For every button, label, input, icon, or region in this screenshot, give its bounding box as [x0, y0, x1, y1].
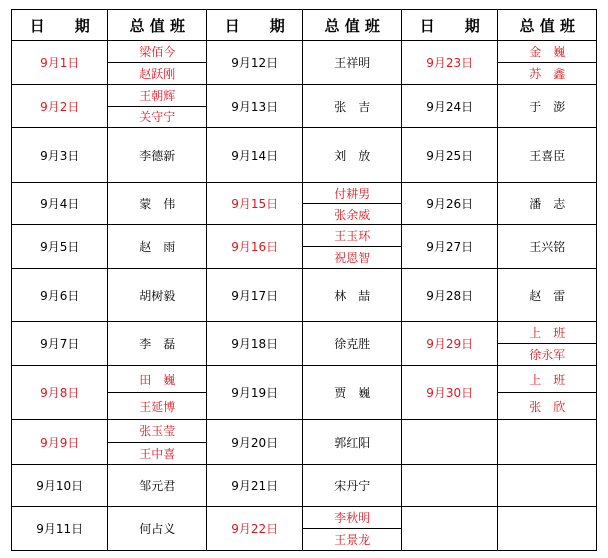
date-cell: 9月15日	[206, 183, 302, 225]
date-cell: 9月5日	[12, 225, 108, 269]
date-cell: 9月23日	[401, 41, 497, 85]
date-cell: 9月9日	[12, 420, 108, 465]
date-cell: 9月28日	[401, 269, 497, 322]
duty-name: 赵 雨	[139, 240, 176, 254]
duty-cell	[108, 366, 207, 420]
duty-pair	[303, 183, 401, 224]
header-row	[12, 10, 597, 41]
duty-name: 田 巍	[139, 372, 176, 387]
duty-header-2: 总 值 班	[303, 10, 402, 41]
duty-cell	[498, 183, 597, 225]
duty-name: 金 巍	[529, 45, 566, 59]
date-cell: 9月1日	[12, 41, 108, 85]
duty-cell	[108, 183, 207, 225]
duty-name: 于 澎	[529, 99, 566, 114]
date-cell: 9月19日	[206, 366, 302, 420]
duty-cell	[498, 225, 597, 269]
date-cell: 9月29日	[401, 322, 497, 366]
table-row	[12, 41, 597, 85]
duty-cell	[498, 366, 597, 420]
duty-cell	[303, 420, 402, 465]
duty-header-3: 总 值 班	[498, 10, 597, 41]
duty-cell	[498, 85, 597, 128]
duty-cell	[303, 128, 402, 183]
duty-name: 王玉环	[334, 229, 371, 243]
duty-name: 赵 雷	[529, 288, 566, 303]
duty-cell	[108, 507, 207, 551]
date-cell: 9月24日	[401, 85, 497, 128]
date-cell: 9月30日	[401, 366, 497, 420]
duty-cell	[108, 85, 207, 128]
date-cell: 9月3日	[12, 128, 108, 183]
table-row	[12, 465, 597, 507]
date-header-1: 日 期	[12, 10, 108, 41]
date-header-2: 日 期	[206, 10, 302, 41]
duty-name: 关守宁	[108, 106, 206, 128]
duty-cell	[498, 41, 597, 85]
roster-body	[12, 41, 597, 551]
duty-name: 徐永军	[498, 343, 596, 365]
duty-cell	[108, 269, 207, 322]
duty-cell	[108, 465, 207, 507]
date-cell	[401, 465, 497, 507]
duty-name: 王景龙	[303, 528, 401, 550]
duty-pair	[108, 41, 206, 84]
duty-name: 徐克胜	[334, 337, 371, 351]
duty-cell	[498, 465, 597, 507]
table-row	[12, 420, 597, 465]
duty-name: 上 班	[529, 372, 566, 387]
duty-name: 苏 鑫	[498, 62, 596, 84]
duty-cell	[108, 225, 207, 269]
duty-cell	[498, 507, 597, 551]
duty-name: 张玉莹	[139, 424, 176, 439]
table-row	[12, 322, 597, 366]
duty-pair	[108, 420, 206, 464]
date-cell: 9月11日	[12, 507, 108, 551]
duty-roster-table	[11, 9, 597, 551]
duty-name: 王朝辉	[139, 88, 176, 103]
date-cell: 9月18日	[206, 322, 302, 366]
duty-name: 蒙 伟	[139, 197, 176, 211]
date-cell: 9月2日	[12, 85, 108, 128]
date-cell: 9月22日	[206, 507, 302, 551]
duty-name: 潘 志	[529, 197, 566, 211]
duty-cell	[303, 465, 402, 507]
table-row	[12, 225, 597, 269]
duty-cell	[108, 420, 207, 465]
table-row	[12, 128, 597, 183]
date-cell: 9月8日	[12, 366, 108, 420]
date-cell: 9月26日	[401, 183, 497, 225]
duty-name: 王延博	[108, 392, 206, 419]
duty-name: 李秋明	[334, 511, 371, 525]
date-cell	[401, 507, 497, 551]
duty-pair	[498, 322, 596, 365]
duty-pair	[498, 366, 596, 419]
duty-name: 王喜臣	[529, 148, 566, 163]
date-cell: 9月25日	[401, 128, 497, 183]
duty-name: 何占义	[139, 522, 176, 536]
duty-name: 宋丹宁	[334, 479, 371, 493]
table-row	[12, 183, 597, 225]
duty-name: 林 喆	[334, 288, 371, 303]
duty-name: 祝恩智	[303, 246, 401, 268]
duty-name: 王兴铭	[529, 240, 566, 254]
duty-name: 李德新	[139, 148, 176, 163]
duty-pair	[108, 85, 206, 127]
duty-header-1: 总 值 班	[108, 10, 207, 41]
duty-cell	[498, 269, 597, 322]
duty-pair	[303, 225, 401, 268]
duty-name: 郭红阳	[334, 435, 371, 450]
date-cell: 9月27日	[401, 225, 497, 269]
duty-name: 张 吉	[334, 99, 371, 114]
date-cell: 9月20日	[206, 420, 302, 465]
duty-pair	[498, 41, 596, 84]
date-cell: 9月12日	[206, 41, 302, 85]
duty-cell	[303, 225, 402, 269]
table-row	[12, 366, 597, 420]
date-cell: 9月14日	[206, 128, 302, 183]
duty-name: 赵跃刚	[108, 62, 206, 84]
duty-name: 刘 放	[334, 148, 371, 163]
date-cell	[401, 420, 497, 465]
duty-cell	[303, 507, 402, 551]
date-header-3: 日 期	[401, 10, 497, 41]
date-cell: 9月21日	[206, 465, 302, 507]
duty-name: 贾 巍	[334, 386, 371, 400]
duty-cell	[108, 41, 207, 85]
duty-cell	[303, 269, 402, 322]
duty-name: 李 磊	[139, 337, 176, 351]
duty-cell	[498, 420, 597, 465]
duty-cell	[303, 41, 402, 85]
duty-name: 王祥明	[334, 56, 371, 70]
duty-name: 张余威	[303, 203, 401, 224]
duty-name: 胡树毅	[139, 288, 176, 303]
date-cell: 9月10日	[12, 465, 108, 507]
duty-cell	[498, 322, 597, 366]
table-row	[12, 269, 597, 322]
duty-name: 邹元君	[139, 479, 176, 493]
duty-cell	[108, 322, 207, 366]
duty-name: 上 班	[529, 326, 566, 340]
duty-cell	[108, 128, 207, 183]
duty-name: 张 欣	[498, 392, 596, 419]
date-cell: 9月13日	[206, 85, 302, 128]
duty-name: 梁佰今	[139, 45, 176, 59]
duty-name: 付耕男	[334, 186, 371, 201]
duty-name: 王中喜	[108, 442, 206, 465]
date-cell: 9月7日	[12, 322, 108, 366]
duty-pair	[303, 507, 401, 550]
date-cell: 9月6日	[12, 269, 108, 322]
table-row	[12, 85, 597, 128]
duty-cell	[303, 366, 402, 420]
table-row	[12, 507, 597, 551]
duty-cell	[303, 85, 402, 128]
date-cell: 9月4日	[12, 183, 108, 225]
date-cell: 9月16日	[206, 225, 302, 269]
duty-cell	[498, 128, 597, 183]
duty-cell	[303, 322, 402, 366]
duty-cell	[303, 183, 402, 225]
date-cell: 9月17日	[206, 269, 302, 322]
duty-pair	[108, 366, 206, 419]
